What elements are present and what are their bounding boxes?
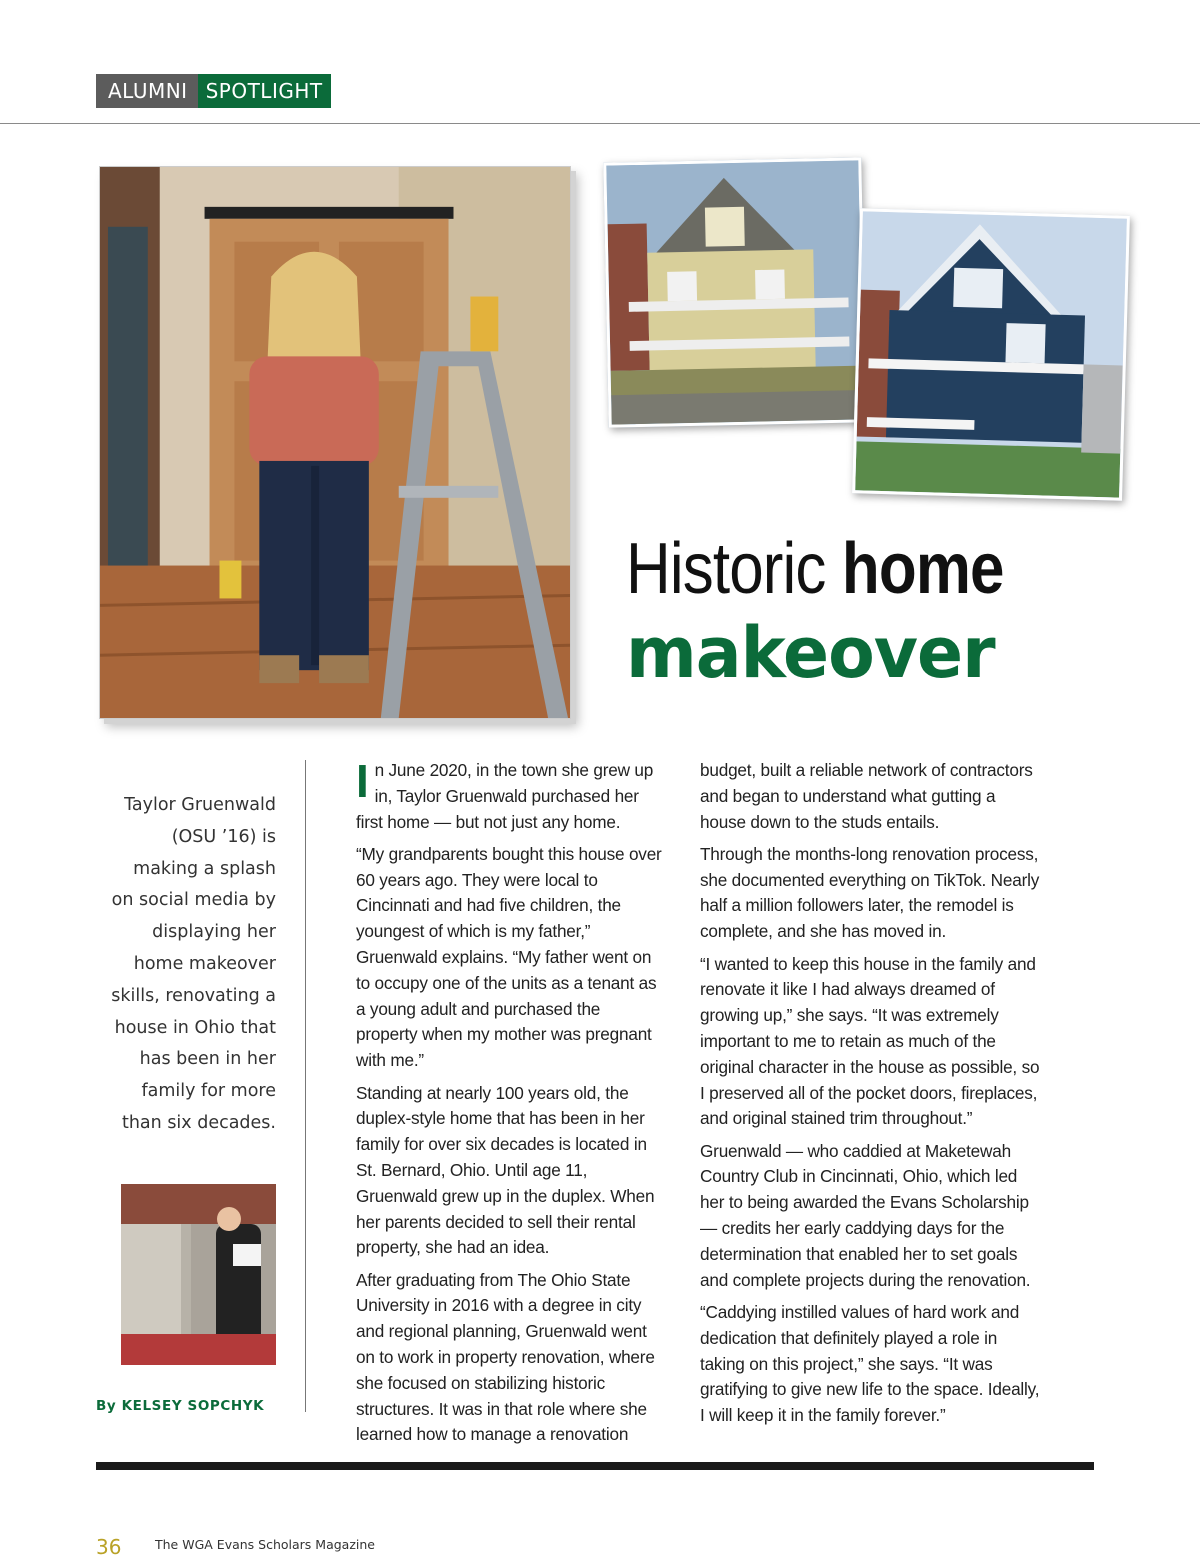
photo-taylor-with-ladder	[99, 166, 571, 719]
drop-cap: I	[356, 755, 369, 807]
footer-rule	[96, 1462, 1094, 1470]
article-paragraph: Standing at nearly 100 years old, the duplex-style home that has been in her family for over six decades is located in St. Bernard, Ohio. Until age 11, Gruenwald grew up in the duplex. When her parents decided to sell their rental property, she had an idea.	[356, 1082, 655, 1258]
section-tag-spotlight: SPOTLIGHT	[198, 74, 331, 108]
article-paragraph: Through the months-long renovation process, she documented everything on TikTok. Nearly half a million followers later, the remodel is complete, and she has moved in.	[700, 843, 1040, 942]
article-column-1	[356, 755, 666, 1455]
photo-graduation	[121, 1184, 276, 1365]
section-tag-alumni: ALUMNI	[96, 74, 198, 108]
header-rule	[0, 123, 1200, 124]
section-tag	[96, 74, 331, 108]
photo-house-before	[603, 157, 866, 427]
photo-house-after	[852, 208, 1130, 500]
pull-quote: Taylor Gruenwald (OSU ’16) is making a splash on social media by displaying her home makeover skills, renovating a house in Ohio that has been in her family for more than six decades.	[111, 795, 276, 1133]
magazine-title: The WGA Evans Scholars Magazine	[155, 1537, 375, 1552]
article-paragraph: “My grandparents bought this house over 60 years ago. They were local to Cincinnati and had five children, the youngest of which is my father,” Gruenwald explains. “My father went on to occupy one of the units as a tenant as a young adult and purchased the property when my mother was pregnant with me.”	[356, 843, 662, 1071]
article-paragraph: After graduating from The Ohio State University in 2016 with a degree in city and regional planning, Gruenwald went on to work in property renovation, where she focused on stabilizing historic structures. It was in that role where she learned how to manage a renovation	[356, 1269, 655, 1445]
article-paragraph: budget, built a reliable network of contractors and began to understand what gutting a house down to the studs entails.	[700, 760, 1033, 832]
headline-word-home: home	[841, 529, 1004, 609]
headline-word-makeover: makeover	[626, 612, 995, 694]
article-paragraph: Gruenwald — who caddied at Maketewah Country Club in Cincinnati, Ohio, which led her to being awarded the Evans Scholarship — credits her early caddying days for the determination that enabled her to set goals and complete projects during the renovation.	[700, 1140, 1031, 1290]
byline: By KELSEY SOPCHYK	[96, 1398, 265, 1414]
sidebar-divider	[305, 760, 306, 1412]
headline-word-historic: Historic	[626, 529, 826, 609]
page-number: 36	[96, 1535, 122, 1558]
article-paragraph: In June 2020, in the town she grew up in, Taylor Gruenwald purchased her first home — but not just any home.	[356, 755, 654, 832]
article-column-2	[700, 758, 1040, 1435]
headline	[626, 528, 1106, 694]
headline-line1	[626, 528, 1039, 610]
article-paragraph: “Caddying instilled values of hard work and dedication that definitely played a role in taking on this project,” she says. “It was gratifying to give new life to the space. Ideally, I will keep it in the family forever.”	[700, 1301, 1040, 1426]
article-paragraph: “I wanted to keep this house in the family and renovate it like I had always dreamed of growing up,” she says. “It was extremely important to me to retain as much of the original character in the house as possible, so I preserved all of the pocket doors, fireplaces, and original stained trim throughout.”	[700, 953, 1040, 1129]
